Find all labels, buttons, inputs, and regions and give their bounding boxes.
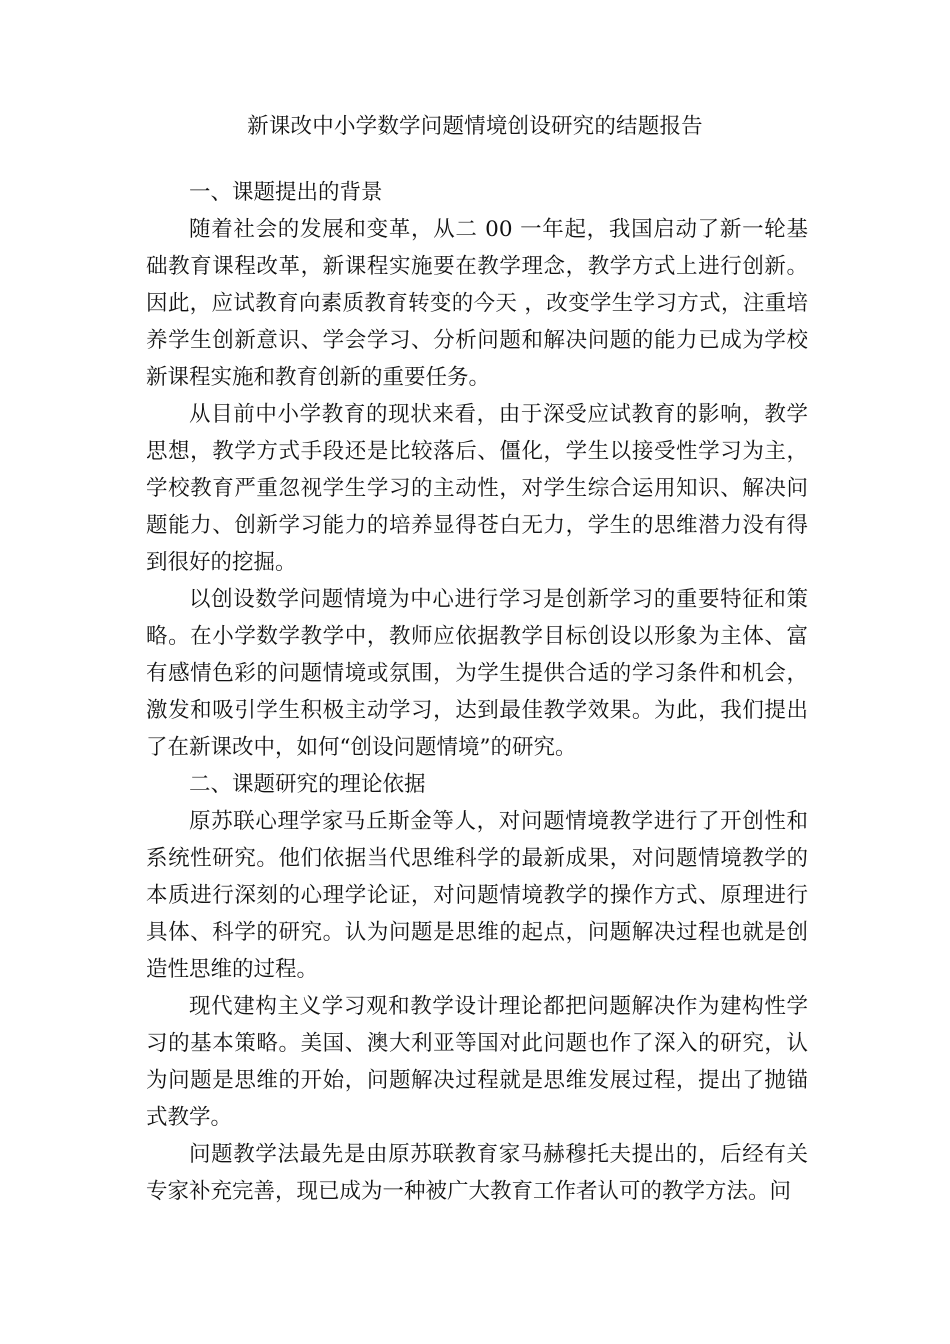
document-title: 新课改中小学数学问题情境创设研究的结题报告	[247, 114, 703, 139]
paragraph: 随着社会的发展和变革，从二 00 一年起，我国启动了新一轮基础教育课程改革，新课程实施要在教学理念，教学方式上进行创新。因此，应试教育向素质教育转变的今天 ，改变学生学习方式，注重培养学生创新意识、学会学习、分析问题和解决问题的能力已成为学校新课程实施和教育创新的重要任务。	[146, 217, 808, 390]
section-heading: 二、课题研究的理论依据	[189, 772, 426, 797]
section-heading: 一、课题提出的背景	[189, 180, 383, 205]
document-body	[146, 174, 808, 1210]
paragraph: 以创设数学问题情境为中心进行学习是创新学习的重要特征和策略。在小学数学教学中，教师应依据教学目标创设以形象为主体、富有感情色彩的问题情境或氛围，为学生提供合适的学习条件和机会，激发和吸引学生积极主动学习，达到最佳教学效果。为此，我们提出了在新课改中，如何“创设问题情境”的研究。	[146, 587, 808, 760]
paragraph: 从目前中小学教育的现状来看，由于深受应试教育的影响，教学思想，教学方式手段还是比较落后、僵化，学生以接受性学习为主，学校教育严重忽视学生学习的主动性，对学生综合运用知识、解决问题能力、创新学习能力的培养显得苍白无力，学生的思维潜力没有得到很好的挖掘。	[146, 402, 808, 575]
paragraph: 现代建构主义学习观和教学设计理论都把问题解决作为建构性学习的基本策略。美国、澳大利亚等国对此问题也作了深入的研究，认为问题是思维的开始，问题解决过程就是思维发展过程，提出了抛锚式教学。	[146, 994, 808, 1130]
paragraph: 原苏联心理学家马丘斯金等人，对问题情境教学进行了开创性和系统性研究。他们依据当代思维科学的最新成果，对问题情境教学的本质进行深刻的心理学论证，对问题情境教学的操作方式、原理进行具体、科学的研究。认为问题是思维的起点，问题解决过程也就是创造性思维的过程。	[146, 809, 808, 982]
paragraph: 问题教学法最先是由原苏联教育家马赫穆托夫提出的，后经有关专家补充完善，现已成为一种被广大教育工作者认可的教学方法。问	[146, 1142, 808, 1204]
